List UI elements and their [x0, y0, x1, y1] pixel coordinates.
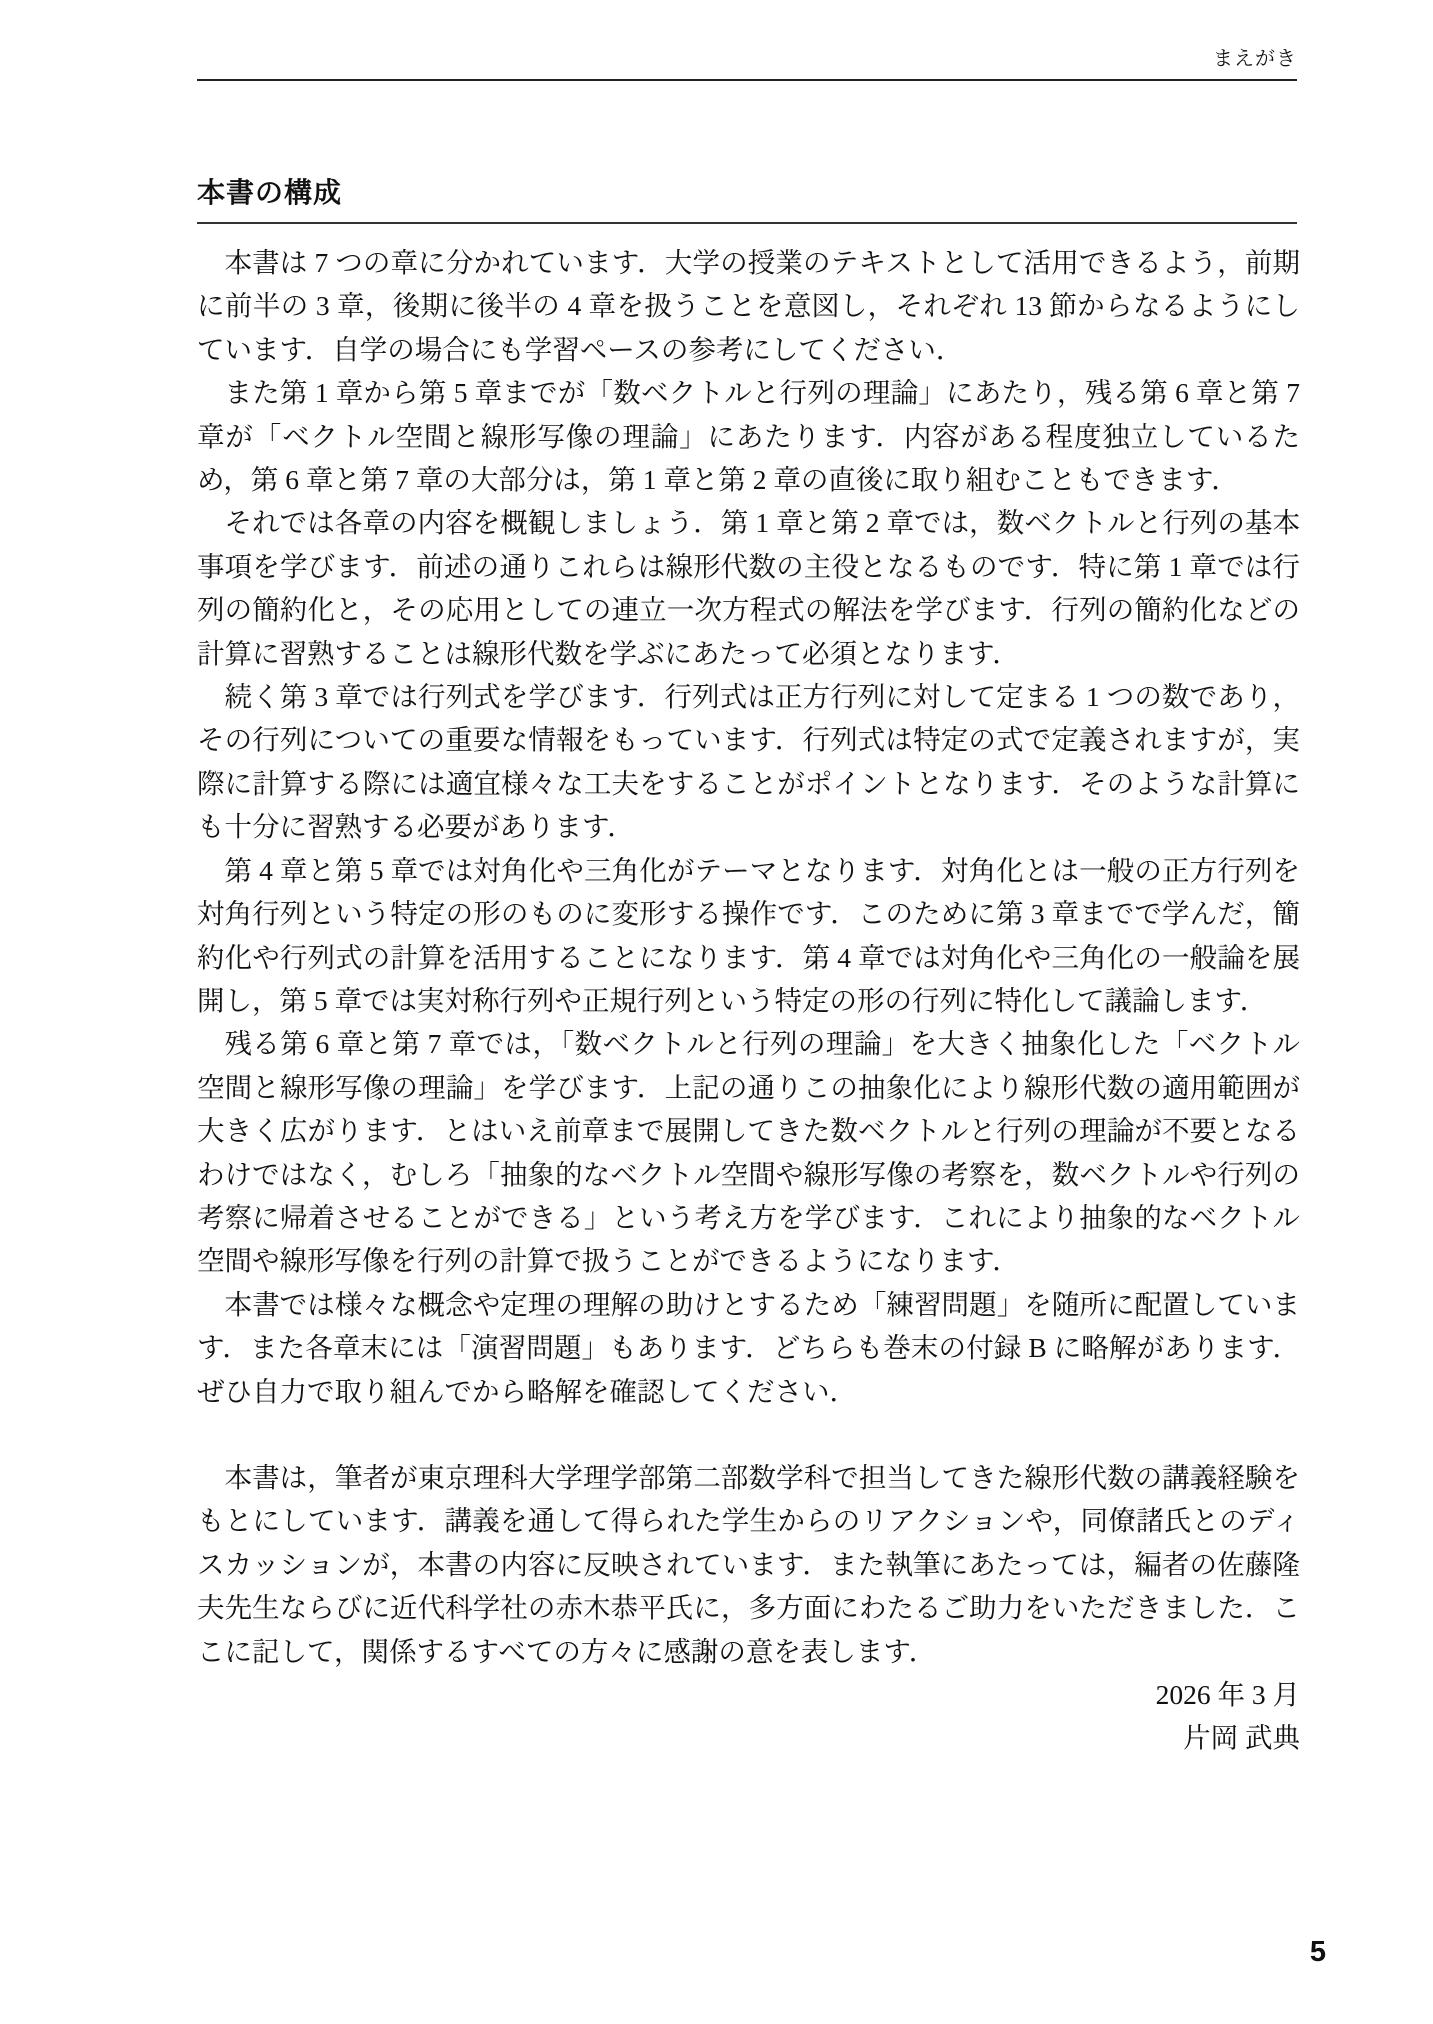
paragraph: 本書は 7 つの章に分かれています．大学の授業のテキストとして活用できるよう，前期に前半の 3 章，後期に後半の 4 章を扱うことを意図し，それぞれ 13 節からなるようにしています．自学の場合にも学習ペースの参考にしてください．	[197, 247, 1300, 365]
closing-block	[197, 1673, 1300, 1760]
closing-author: 片岡 武典	[1183, 1722, 1300, 1754]
running-head-rule	[197, 79, 1297, 81]
paragraph: それでは各章の内容を概観しましょう．第 1 章と第 2 章では，数ベクトルと行列の基本事項を学びます．前述の通りこれらは線形代数の主役となるものです．特に第 1 章では行列の簡約化と，その応用としての連立一次方程式の解法を学びます．行列の簡約化などの計算に習熟することは線形代数を学ぶにあたって必須となります．	[197, 507, 1300, 669]
paragraph: 第 4 章と第 5 章では対角化や三角化がテーマとなります．対角化とは一般の正方行列を対角行列という特定の形のものに変形する操作です．このために第 3 章までで学んだ，簡約化や行列式の計算を活用することになります．第 4 章では対角化や三角化の一般論を展開し，第 5 章では実対称行列や正規行列という特定の形の行列に特化して議論します．	[197, 854, 1300, 1016]
body-text-column	[197, 241, 1300, 1760]
page-number: 5	[1309, 1936, 1326, 1968]
section-heading: 本書の構成	[197, 177, 343, 208]
paragraph: 残る第 6 章と第 7 章では，「数ベクトルと行列の理論」を大きく抽象化した「ベクトル空間と線形写像の理論」を学びます．上記の通りこの抽象化により線形代数の適用範囲が大きく広がります．とはいえ前章まで展開してきた数ベクトルと行列の理論が不要となるわけではなく，むしろ「抽象的なベクトル空間や線形写像の考察を，数ベクトルや行列の考察に帰着させることができる」という考え方を学びます．これにより抽象的なベクトル空間や線形写像を行列の計算で扱うことができるようになります．	[197, 1028, 1300, 1277]
running-head-title: まえがき	[1213, 48, 1297, 70]
paragraph: 本書では様々な概念や定理の理解の助けとするため「練習問題」を随所に配置しています．また各章末には「演習問題」もあります．どちらも巻末の付録 B に略解があります．ぜひ自力で取り組んでから略解を確認してください．	[197, 1288, 1300, 1407]
section-heading-rule	[197, 222, 1297, 224]
paragraph: 続く第 3 章では行列式を学びます．行列式は正方行列に対して定まる 1 つの数であり，その行列についての重要な情報をもっています．行列式は特定の式で定義されますが，実際に計算する際には適宜様々な工夫をすることがポイントとなります．そのような計算にも十分に習熟する必要があります．	[197, 681, 1300, 843]
acknowledgement-paragraph: 本書は，筆者が東京理科大学理学部第二部数学科で担当してきた線形代数の講義経験をもとにしています．講義を通して得られた学生からのリアクションや，同僚諸氏とのディスカッションが，本書の内容に反映されています．また執筆にあたっては，編者の佐藤隆夫先生ならびに近代科学社の赤木恭平氏に，多方面にわたるご助力をいただきました．ここに記して，関係するすべての方々に感謝の意を表します．	[197, 1461, 1300, 1667]
closing-date: 2026 年 3 月	[1155, 1679, 1300, 1710]
paragraph: また第 1 章から第 5 章までが「数ベクトルと行列の理論」にあたり，残る第 6 章と第 7 章が「ベクトル空間と線形写像の理論」にあたります．内容がある程度独立しているため，第 6 章と第 7 章の大部分は，第 1 章と第 2 章の直後に取り組むこともできます．	[197, 377, 1300, 496]
